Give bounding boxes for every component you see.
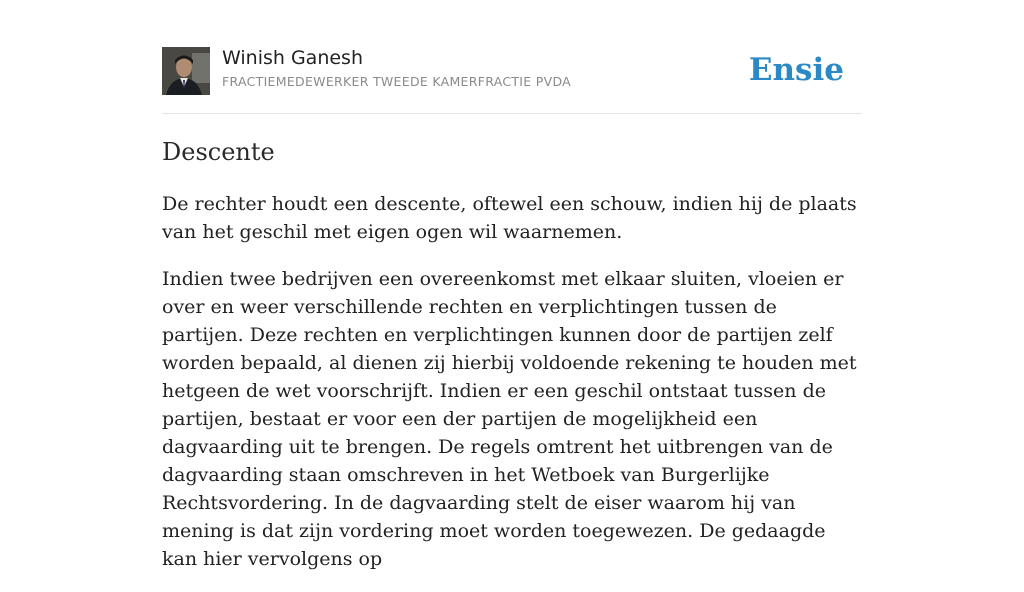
article-paragraph: Indien twee bedrijven een overeenkomst met elkaar sluiten, vloeien er over en weer verschillende rechten en verplichtingen tussen de partijen. Deze rechten en verplichtingen kunnen door de partijen zelf worden bepaald, al dienen zij hierbij voldoende rekening te houden met hetgeen de wet voorschrijft. Indien er een geschil ontstaat tussen de partijen, bestaat er voor een der partijen de mogelijkheid een dagvaarding uit te brengen. De regels omtrent het uitbrengen van de dagvaarding staan omschreven in het Wetboek van Burgerlijke Rechtsvordering. In de dagvaarding stelt de eiser waarom hij van mening is dat zijn vordering moet worden toegewezen. De gedaagde kan hier vervolgens op [162, 268, 857, 570]
avatar[interactable] [162, 47, 210, 95]
author-name[interactable]: Winish Ganesh [222, 47, 363, 69]
article-body [162, 190, 862, 592]
header-divider [162, 113, 862, 114]
author-header [162, 46, 862, 96]
article-title: Descente [162, 138, 275, 166]
person-photo-icon [162, 47, 210, 95]
author-role: FRACTIEMEDEWERKER TWEEDE KAMERFRACTIE PVDA [222, 74, 572, 89]
ensie-logo[interactable]: Ensie [748, 52, 844, 88]
article-paragraph: De rechter houdt een descente, oftewel een schouw, indien hij de plaats van het geschil met eigen ogen wil waarnemen. [162, 193, 857, 243]
